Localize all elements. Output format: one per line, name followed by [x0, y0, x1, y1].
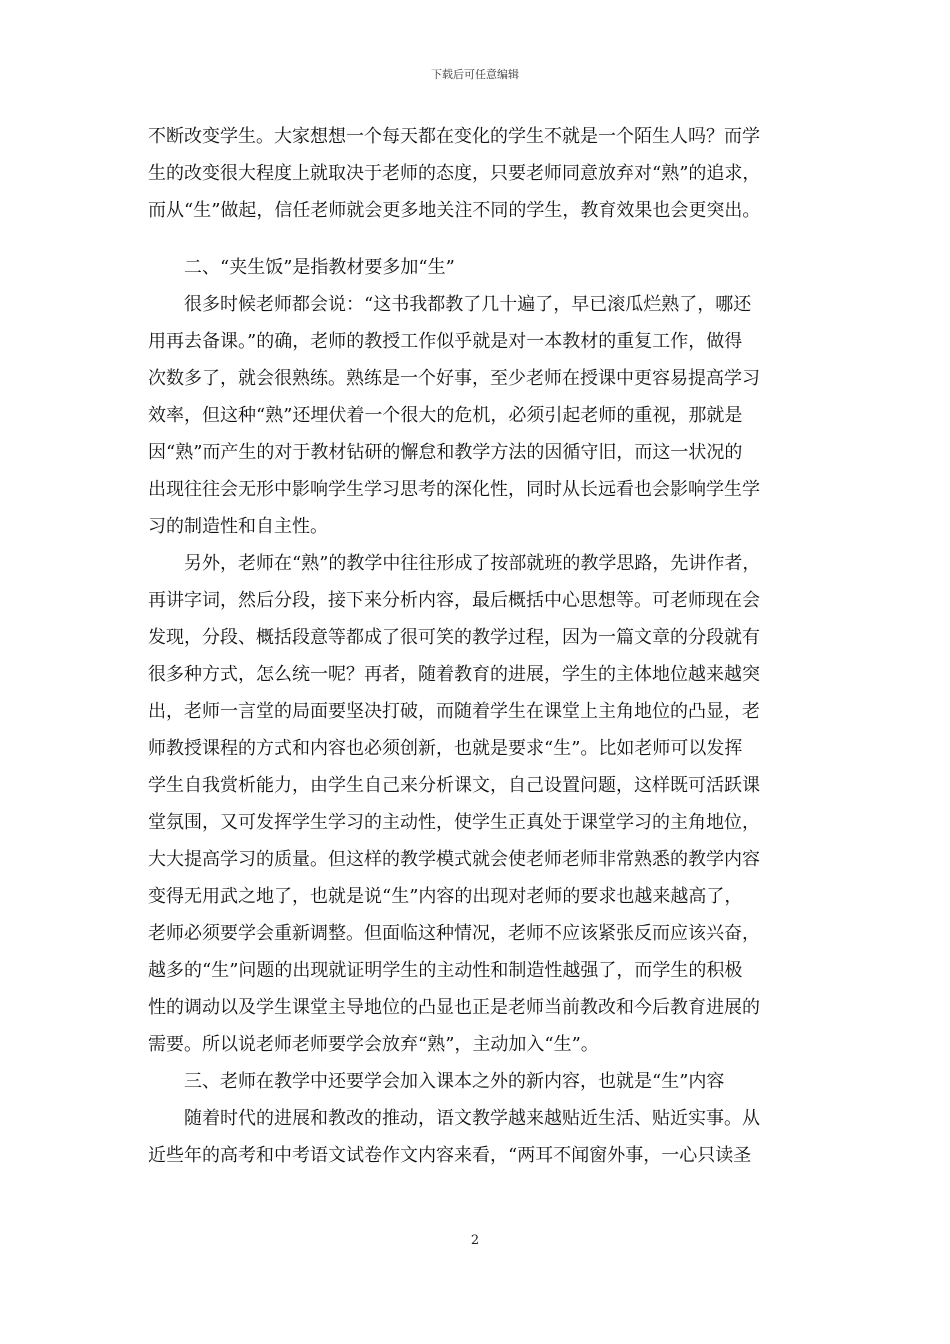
paragraph-line: 另外，老师在“熟”的教学中往往形成了按部就班的教学思路，先讲作者，	[184, 553, 761, 574]
page-header: 下载后可任意编辑	[431, 68, 519, 81]
paragraph-line: 习的制造性和自主性。	[148, 516, 328, 537]
section-heading: 三、老师在教学中还要学会加入课本之外的新内容，也就是“生”内容	[184, 1071, 725, 1092]
paragraph-line: 学生自我赏析能力，由学生自己来分析课文，自己设置问题，这样既可活跃课	[148, 775, 760, 796]
paragraph-line: 效率，但这种“熟”还埋伏着一个很大的危机，必须引起老师的重视，那就是	[148, 405, 743, 426]
paragraph-line: 大大提高学习的质量。但这样的教学模式就会使老师老师非常熟悉的教学内容	[148, 849, 760, 870]
paragraph-line: 出，老师一言堂的局面要坚决打破，而随着学生在课堂上主角地位的凸显，老	[148, 701, 760, 722]
paragraph-line: 越多的“生”问题的出现就证明学生的主动性和制造性越强了，而学生的积极	[148, 960, 743, 981]
paragraph-line: 生的改变很大程度上就取决于老师的态度，只要老师同意放弃对“熟”的追求，	[148, 163, 761, 184]
document-body	[148, 118, 818, 1174]
paragraph-line: 随着时代的进展和教改的推动，语文教学越来越贴近生活、贴近实事。从	[184, 1108, 760, 1129]
paragraph-line: 次数多了，就会很熟练。熟练是一个好事，至少老师在授课中更容易提高学习	[148, 368, 760, 389]
paragraph-line: 因“熟”而产生的对于教材钻研的懈怠和教学方法的因循守旧，而这一状况的	[148, 442, 743, 463]
paragraph-line: 不断改变学生。大家想想一个每天都在变化的学生不就是一个陌生人吗？而学	[148, 126, 760, 147]
paragraph-line: 堂氛围，又可发挥学生学习的主动性，使学生正真处于课堂学习的主角地位，	[148, 812, 760, 833]
paragraph-line: 再讲字词，然后分段，接下来分析内容，最后概括中心思想等。可老师现在会	[148, 590, 760, 611]
paragraph-line: 老师必须要学会重新调整。但面临这种情况，老师不应该紧张反而应该兴奋，	[148, 923, 760, 944]
paragraph-line: 而从“生”做起，信任老师就会更多地关注不同的学生，教育效果也会更突出。	[148, 200, 761, 221]
paragraph-line: 很多时候老师都会说：“这书我都教了几十遍了，早已滚瓜烂熟了，哪还	[184, 294, 752, 315]
page-number: 2	[470, 1233, 480, 1248]
paragraph-line: 用再去备课。”的确，老师的教授工作似乎就是对一本教材的重复工作，做得	[148, 331, 743, 352]
paragraph-line: 需要。所以说老师老师要学会放弃“熟”，主动加入“生”。	[148, 1034, 599, 1055]
paragraph-line: 师教授课程的方式和内容也必须创新，也就是要求“生”。比如老师可以发挥	[148, 738, 743, 759]
paragraph-line: 很多种方式，怎么统一呢？再者，随着教育的进展，学生的主体地位越来越突	[148, 664, 760, 685]
paragraph-line: 近些年的高考和中考语文试卷作文内容来看，“两耳不闻窗外事，一心只读圣	[148, 1145, 752, 1166]
section-heading: 二、“夹生饭”是指教材要多加“生”	[184, 257, 455, 278]
paragraph-line: 发现，分段、概括段意等都成了很可笑的教学过程，因为一篇文章的分段就有	[148, 627, 760, 648]
paragraph-line: 出现往往会无形中影响学生学习思考的深化性，同时从长远看也会影响学生学	[148, 479, 760, 500]
paragraph-line: 变得无用武之地了，也就是说“生”内容的出现对老师的要求也越来越高了，	[148, 886, 743, 907]
paragraph-line: 性的调动以及学生课堂主导地位的凸显也正是老师当前教改和今后教育进展的	[148, 997, 760, 1018]
